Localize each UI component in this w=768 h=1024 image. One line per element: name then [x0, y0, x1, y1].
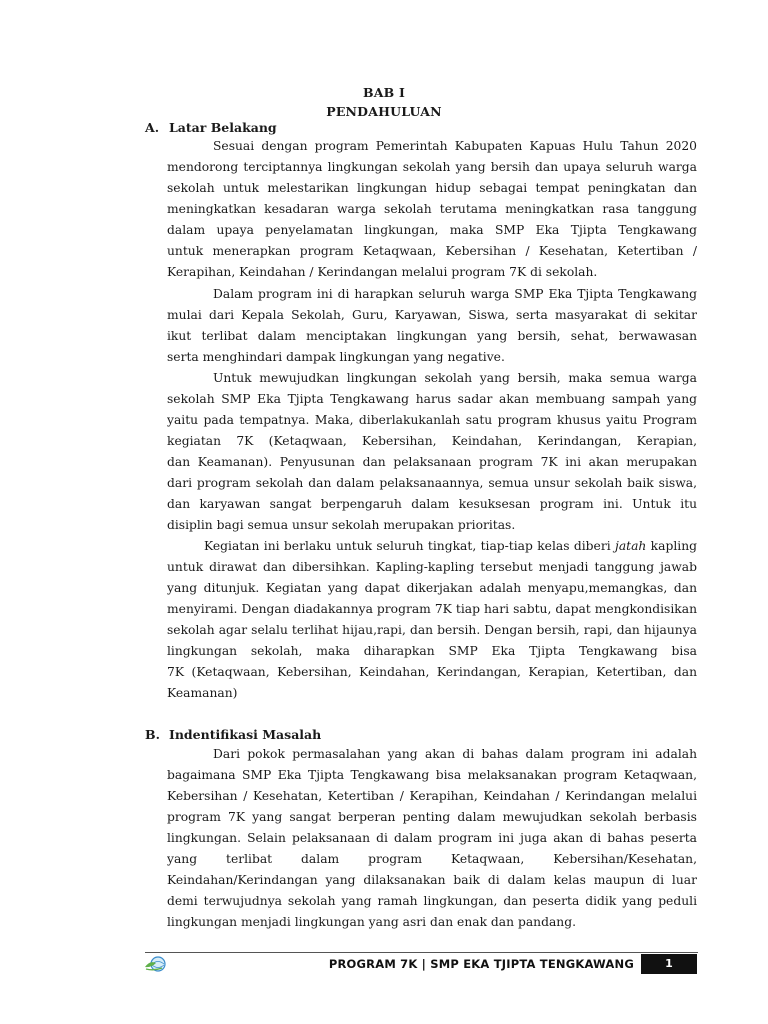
emphasis-word: jatah [615, 539, 647, 553]
text-line: Kegiatan ini berlaku untuk seluruh tingkat, tiap-tiap kelas diberi jatah kapling [204, 539, 697, 553]
text-line: untuk menerapkan program Ketaqwaan, Kebersihan / Kesehatan, Ketertiban / [167, 244, 697, 258]
text-line: yaitu pada tempatnya. Maka, diberlakukanlah satu program khusus yaitu Program [167, 413, 697, 427]
globe-leaf-icon [144, 955, 168, 973]
text-line: Keindahan/Kerindangan yang dilaksanakan baik di dalam kelas maupun di luar [167, 873, 697, 887]
paragraph-b1 [167, 744, 697, 933]
text-line: sekolah untuk melestarikan lingkungan hidup sebagai tempat peningkatan dan [167, 181, 697, 195]
chapter-label: BAB I [362, 85, 406, 100]
text-line: demi terwujudnya sekolah yang ramah lingkungan, dan peserta didik yang peduli [167, 894, 697, 908]
section-a-number: A. [145, 120, 160, 135]
footer-rule [145, 952, 698, 953]
text-line: Untuk mewujudkan lingkungan sekolah yang bersih, maka semua warga [213, 371, 697, 385]
paragraph-a4 [167, 536, 697, 704]
text-line: Dari pokok permasalahan yang akan di bahas dalam program ini adalah [213, 747, 697, 761]
page-number: 1 [665, 957, 673, 970]
footer-program-title: PROGRAM 7K | SMP EKA TJIPTA TENGKAWANG [328, 957, 634, 971]
text-line: dan Keamanan). Penyusunan dan pelaksanaan program 7K ini akan merupakan [167, 455, 697, 469]
text-line: 7K (Ketaqwaan, Kebersihan, Keindahan, Kerindangan, Kerapian, Ketertiban, dan [167, 665, 697, 679]
page-number-box [641, 954, 697, 974]
section-a-title [145, 120, 277, 135]
text-line: lingkungan sekolah, maka diharapkan SMP Eka Tjipta Tengkawang bisa [167, 644, 697, 658]
text-line: Dalam program ini di harapkan seluruh warga SMP Eka Tjipta Tengkawang [213, 287, 697, 301]
text-line: Sesuai dengan program Pemerintah Kabupaten Kapuas Hulu Tahun 2020 [213, 139, 697, 153]
paragraph-a2 [167, 284, 697, 368]
text-line: program 7K yang sangat berperan penting dalam mewujudkan sekolah berbasis [167, 810, 697, 824]
text-line: dan karyawan sangat berpengaruh dalam kesuksesan program ini. Untuk itu [167, 497, 697, 511]
section-b-title [145, 727, 321, 742]
text-line: Kerapihan, Keindahan / Kerindangan melalui program 7K di sekolah. [167, 265, 598, 279]
text-line: untuk dirawat dan dibersihkan. Kapling-kapling tersebut menjadi tanggung jawab [167, 560, 697, 574]
paragraph-a3 [167, 368, 697, 536]
text-line: lingkungan menjadi lingkungan yang asri dan enak dan pandang. [167, 915, 576, 929]
text-line: lingkungan. Selain pelaksanaan di dalam program ini juga akan di bahas peserta [167, 831, 697, 845]
section-b-number: B. [145, 727, 160, 742]
section-b-heading: Indentifikasi Masalah [169, 727, 322, 742]
text-line: kegiatan 7K (Ketaqwaan, Kebersihan, Keindahan, Kerindangan, Kerapian, [167, 434, 697, 448]
text-line: menyirami. Dengan diadakannya program 7K tiap hari sabtu, dapat mengkondisikan [167, 602, 697, 616]
text-line: sekolah agar selalu terlihat hijau,rapi, dan bersih. Dengan bersih, rapi, dan hijaunya [167, 623, 697, 637]
text-line: bagaimana SMP Eka Tjipta Tengkawang bisa melaksanakan program Ketaqwaan, [167, 768, 697, 782]
text-line: meningkatkan kesadaran warga sekolah terutama meningkatkan rasa tanggung [167, 202, 697, 216]
paragraph-a1 [167, 136, 697, 283]
text-line: mulai dari Kepala Sekolah, Guru, Karyawan, Siswa, serta masyarakat di sekitar [167, 308, 697, 322]
text-line: Kebersihan / Kesehatan, Ketertiban / Kerapihan, Keindahan / Kerindangan melalui [167, 789, 697, 803]
text-line: yang terlibat dalam program Ketaqwaan, Kebersihan/Kesehatan, [167, 852, 697, 866]
chapter-title: PENDAHULUAN [326, 104, 442, 119]
text-line: mendorong terciptannya lingkungan sekolah yang bersih dan upaya seluruh warga [167, 160, 697, 174]
text-line: sekolah SMP Eka Tjipta Tengkawang harus sadar akan membuang sampah yang [167, 392, 697, 406]
text-line: yang ditunjuk. Kegiatan yang dapat dikerjakan adalah menyapu,memangkas, dan [167, 581, 697, 595]
section-a-heading: Latar Belakang [169, 120, 277, 135]
text-line: dalam upaya penyelamatan lingkungan, maka SMP Eka Tjipta Tengkawang [167, 223, 697, 237]
text-line: serta menghindari dampak lingkungan yang negative. [167, 350, 505, 364]
text-line: disiplin bagi semua unsur sekolah merupakan prioritas. [167, 518, 516, 532]
text-line: ikut terlibat dalam menciptakan lingkungan yang bersih, sehat, berwawasan [167, 329, 697, 343]
text-line: Keamanan) [167, 686, 238, 700]
text-line: dari program sekolah dan dalam pelaksanaannya, semua unsur sekolah baik siswa, [167, 476, 697, 490]
